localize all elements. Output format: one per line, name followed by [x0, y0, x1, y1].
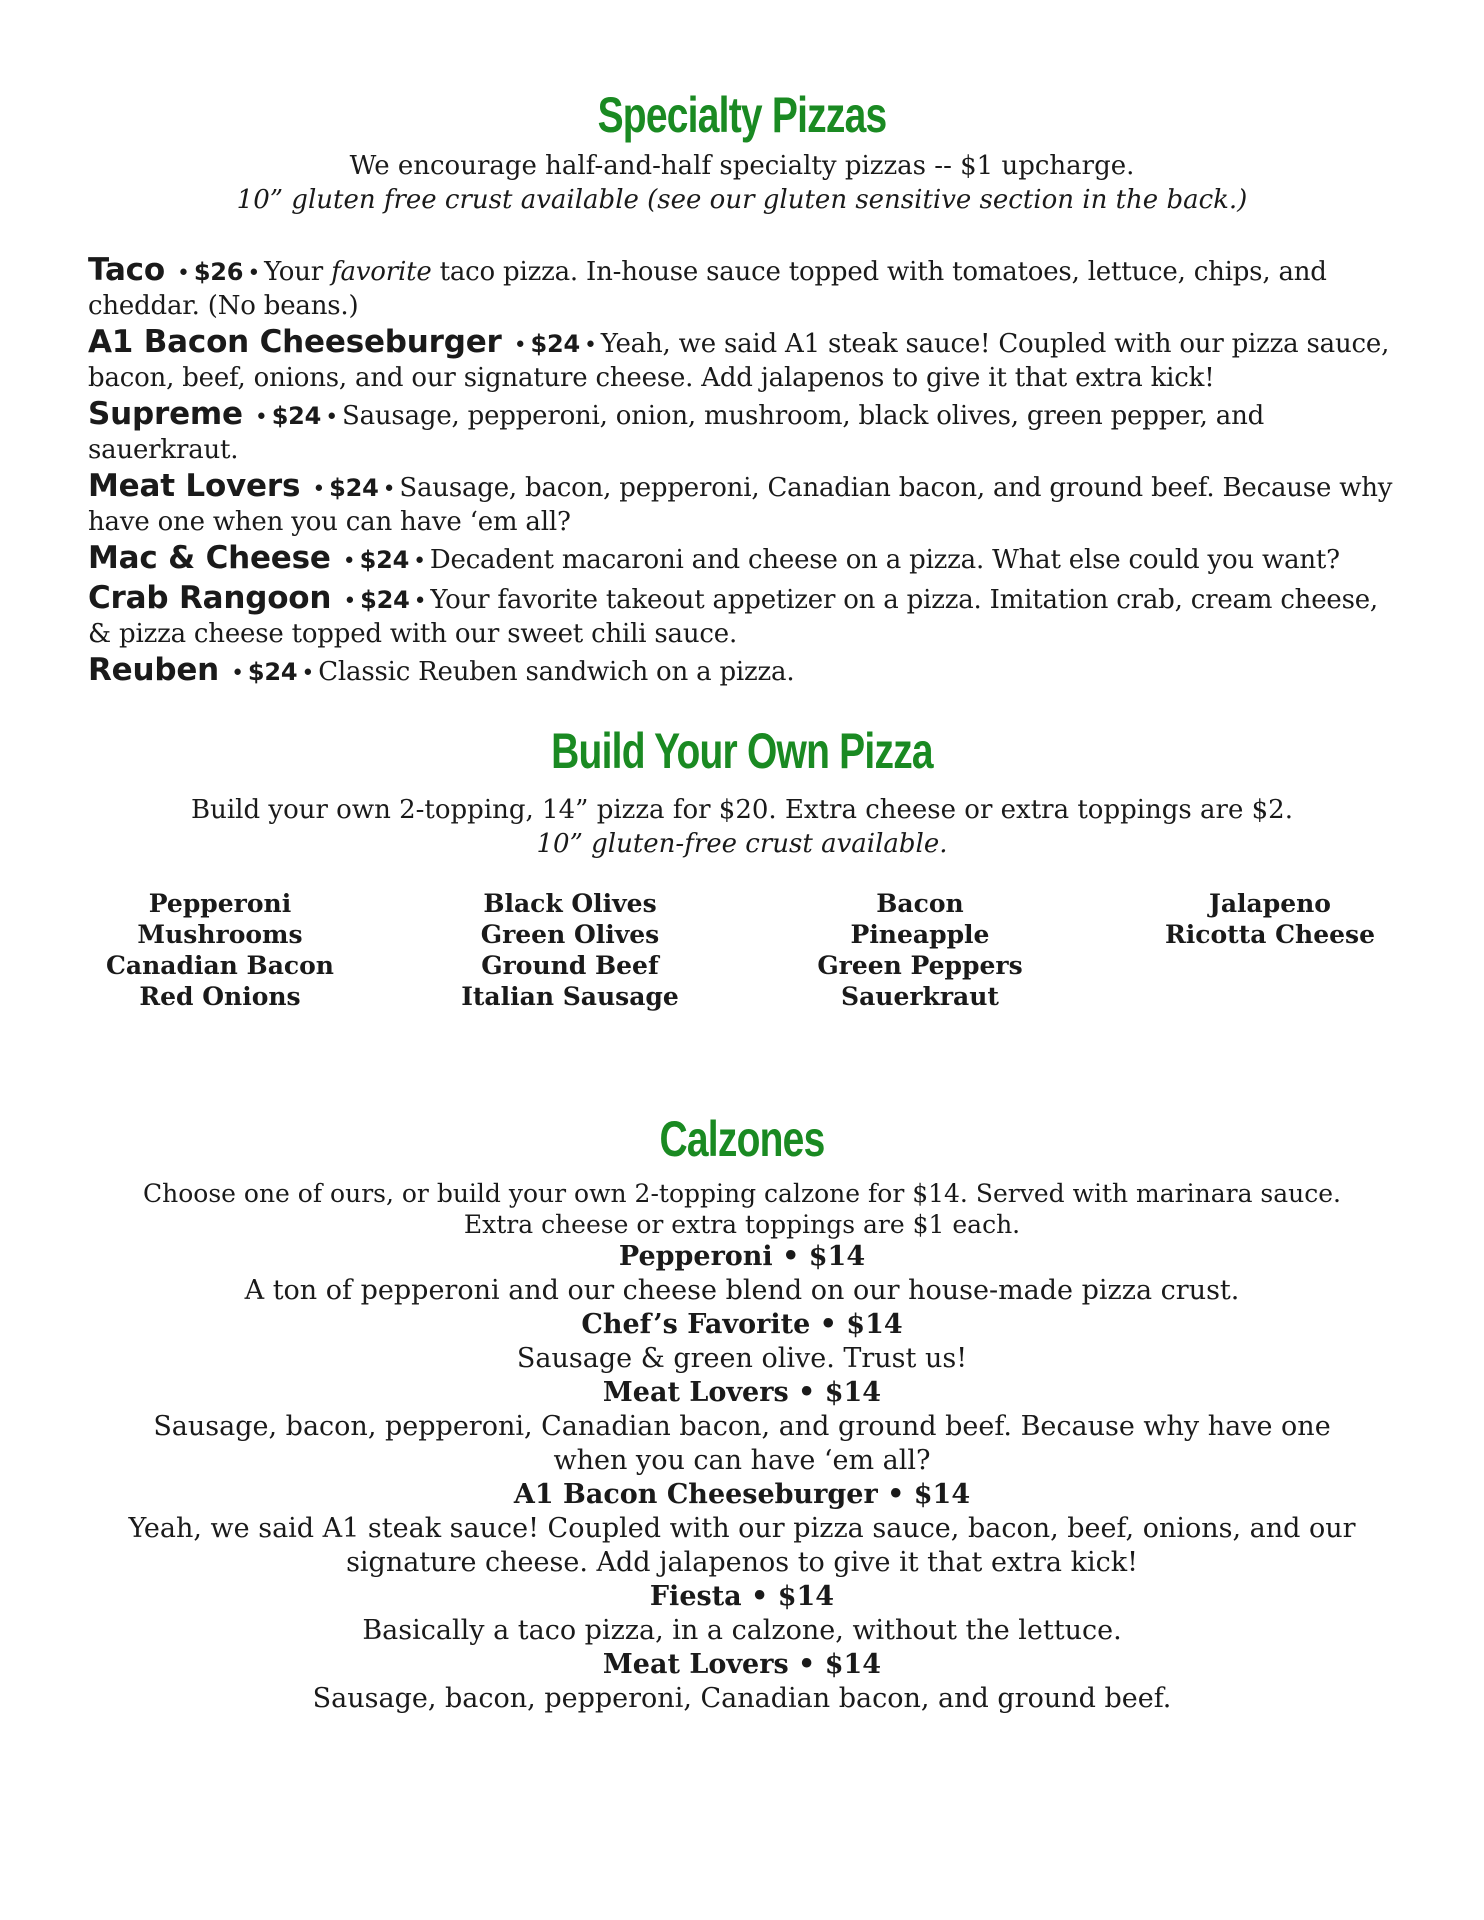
- pizza-name: Meat Lovers: [88, 468, 301, 504]
- pizza-price: $26: [193, 258, 244, 286]
- topping-item: Green Olives: [480, 920, 660, 949]
- topping-column: [400, 888, 740, 1012]
- bullet: •: [177, 261, 190, 286]
- bullet: •: [342, 549, 356, 574]
- topping-item: Canadian Bacon: [106, 951, 334, 980]
- topping-item: Ricotta Cheese: [1164, 920, 1376, 949]
- pizza-item-a1-bacon-cheeseburger: [88, 326, 1408, 394]
- bullet: •: [584, 333, 597, 358]
- pizza-price: $24: [329, 474, 379, 502]
- bullet: •: [312, 477, 326, 502]
- pizza-price: $24: [247, 658, 298, 686]
- bullet: •: [247, 261, 261, 286]
- topping-item: Green Peppers: [817, 951, 1023, 980]
- calzone-heading: Meat Lovers • $14: [602, 1649, 882, 1680]
- pizza-desc: Classic Reuben sandwich on a pizza.: [318, 657, 795, 687]
- calzone-intro: Choose one of ours, or build your own 2-topping calzone for $14. Served with marinara sauce.: [143, 1179, 1341, 1208]
- calzone-desc: Basically a taco pizza, in a calzone, without the lettuce.: [362, 1615, 1122, 1646]
- specialty-gluten-note: 10” gluten free crust available (see our gluten sensitive section in the back.): [236, 185, 1248, 215]
- calzone-list: [0, 1178, 1484, 1716]
- pizza-price: $24: [359, 546, 410, 574]
- bullet: •: [301, 661, 315, 686]
- pizza-desc-pre: Your: [264, 257, 332, 287]
- topping-item: Pineapple: [850, 920, 990, 949]
- calzone-desc: Sausage & green olive. Trust us!: [516, 1343, 968, 1374]
- topping-item: Red Onions: [139, 982, 301, 1011]
- calzone-desc: A ton of pepperoni and our cheese blend on our house-made pizza crust.: [244, 1275, 1240, 1306]
- topping-item: Sauerkraut: [841, 982, 999, 1011]
- pizza-item-taco: [88, 254, 1408, 322]
- pizza-name: Reuben: [88, 652, 220, 688]
- pizza-desc: Yeah, we said A1 steak sauce! Coupled with our pizza sauce, bacon, beef, onions, and our signature cheese. Add jalapenos to give it that extra kick!: [88, 329, 1390, 393]
- bullet: •: [413, 589, 427, 614]
- specialty-subtitle: We encourage half-and-half specialty pizzas -- $1 upcharge.: [349, 151, 1135, 181]
- topping-column: [750, 888, 1090, 1012]
- pizza-desc: Your favorite takeout appetizer on a pizza. Imitation crab, cream cheese, & pizza cheese topped with our sweet chili sauce.: [88, 585, 1378, 649]
- calzones-title: Calzones: [659, 1111, 825, 1167]
- calzone-heading: Chef’s Favorite • $14: [581, 1309, 903, 1340]
- specialty-pizzas-title: Specialty Pizzas: [597, 87, 887, 143]
- specialty-pizza-list: [88, 254, 1408, 694]
- topping-column: [50, 888, 390, 1012]
- topping-item: Ground Beef: [481, 951, 659, 980]
- calzone-heading: Meat Lovers • $14: [602, 1377, 882, 1408]
- pizza-name: Taco: [88, 252, 165, 288]
- build-gluten-note: 10” gluten-free crust available.: [536, 829, 948, 859]
- pizza-desc: Decadent macaroni and cheese on a pizza. What else could you want?: [429, 545, 1340, 575]
- pizza-item-supreme: [88, 398, 1408, 466]
- bullet: •: [254, 405, 268, 430]
- topping-item: Jalapeno: [1209, 889, 1331, 918]
- calzone-heading: Pepperoni • $14: [618, 1241, 866, 1272]
- calzone-desc: Sausage, bacon, pepperoni, Canadian bacon, and ground beef. Because why have one when you can have ‘em all?: [153, 1411, 1331, 1476]
- calzone-intro-extra: Extra cheese or extra toppings are $1 each.: [463, 1210, 1021, 1239]
- topping-item: Mushrooms: [137, 920, 303, 949]
- bullet: •: [325, 405, 338, 430]
- calzone-heading: A1 Bacon Cheeseburger • $14: [513, 1479, 971, 1510]
- pizza-name: Crab Rangoon: [88, 580, 332, 616]
- pizza-price: $24: [271, 402, 322, 430]
- calzone-heading: Fiesta • $14: [649, 1581, 835, 1612]
- pizza-name: Mac & Cheese: [88, 540, 331, 576]
- bullet: •: [343, 589, 357, 614]
- pizza-item-crab-rangoon: [88, 582, 1408, 650]
- topping-item: Italian Sausage: [461, 982, 679, 1011]
- bullet: •: [382, 477, 396, 502]
- pizza-desc: Sausage, bacon, pepperoni, Canadian bacon, and ground beef. Because why have one when you can have ‘em all?: [88, 473, 1393, 537]
- build-subtitle: Build your own 2-topping, 14” pizza for $20. Extra cheese or extra toppings are $2.: [191, 795, 1293, 825]
- pizza-name: Supreme: [88, 396, 243, 432]
- pizza-item-mac-and-cheese: [88, 542, 1408, 578]
- pizza-item-reuben: [88, 654, 1408, 690]
- build-your-own-title: Build Your Own Pizza: [551, 723, 933, 779]
- topping-item: Pepperoni: [148, 889, 292, 918]
- pizza-name: A1 Bacon Cheeseburger: [88, 324, 502, 360]
- bullet: •: [513, 333, 527, 358]
- pizza-price: $24: [530, 330, 580, 358]
- pizza-desc-emphasis: favorite: [331, 257, 432, 287]
- pizza-price: $24: [360, 586, 410, 614]
- bullet: •: [231, 661, 244, 686]
- topping-item: Black Olives: [483, 889, 657, 918]
- calzone-desc: Yeah, we said A1 steak sauce! Coupled with our pizza sauce, bacon, beef, onions, and our signature cheese. Add jalapenos to give it that extra kick!: [128, 1513, 1356, 1578]
- pizza-item-meat-lovers: [88, 470, 1408, 538]
- pizza-desc: taco pizza. In-house sauce topped with tomatoes, lettuce, chips, and cheddar. (No beans.): [88, 257, 1327, 321]
- topping-item: Bacon: [876, 889, 964, 918]
- topping-column: [1100, 888, 1440, 950]
- bullet: •: [413, 549, 426, 574]
- calzone-desc: Sausage, bacon, pepperoni, Canadian bacon, and ground beef.: [312, 1683, 1172, 1714]
- pizza-desc: Sausage, pepperoni, onion, mushroom, black olives, green pepper, and sauerkraut.: [88, 401, 1265, 465]
